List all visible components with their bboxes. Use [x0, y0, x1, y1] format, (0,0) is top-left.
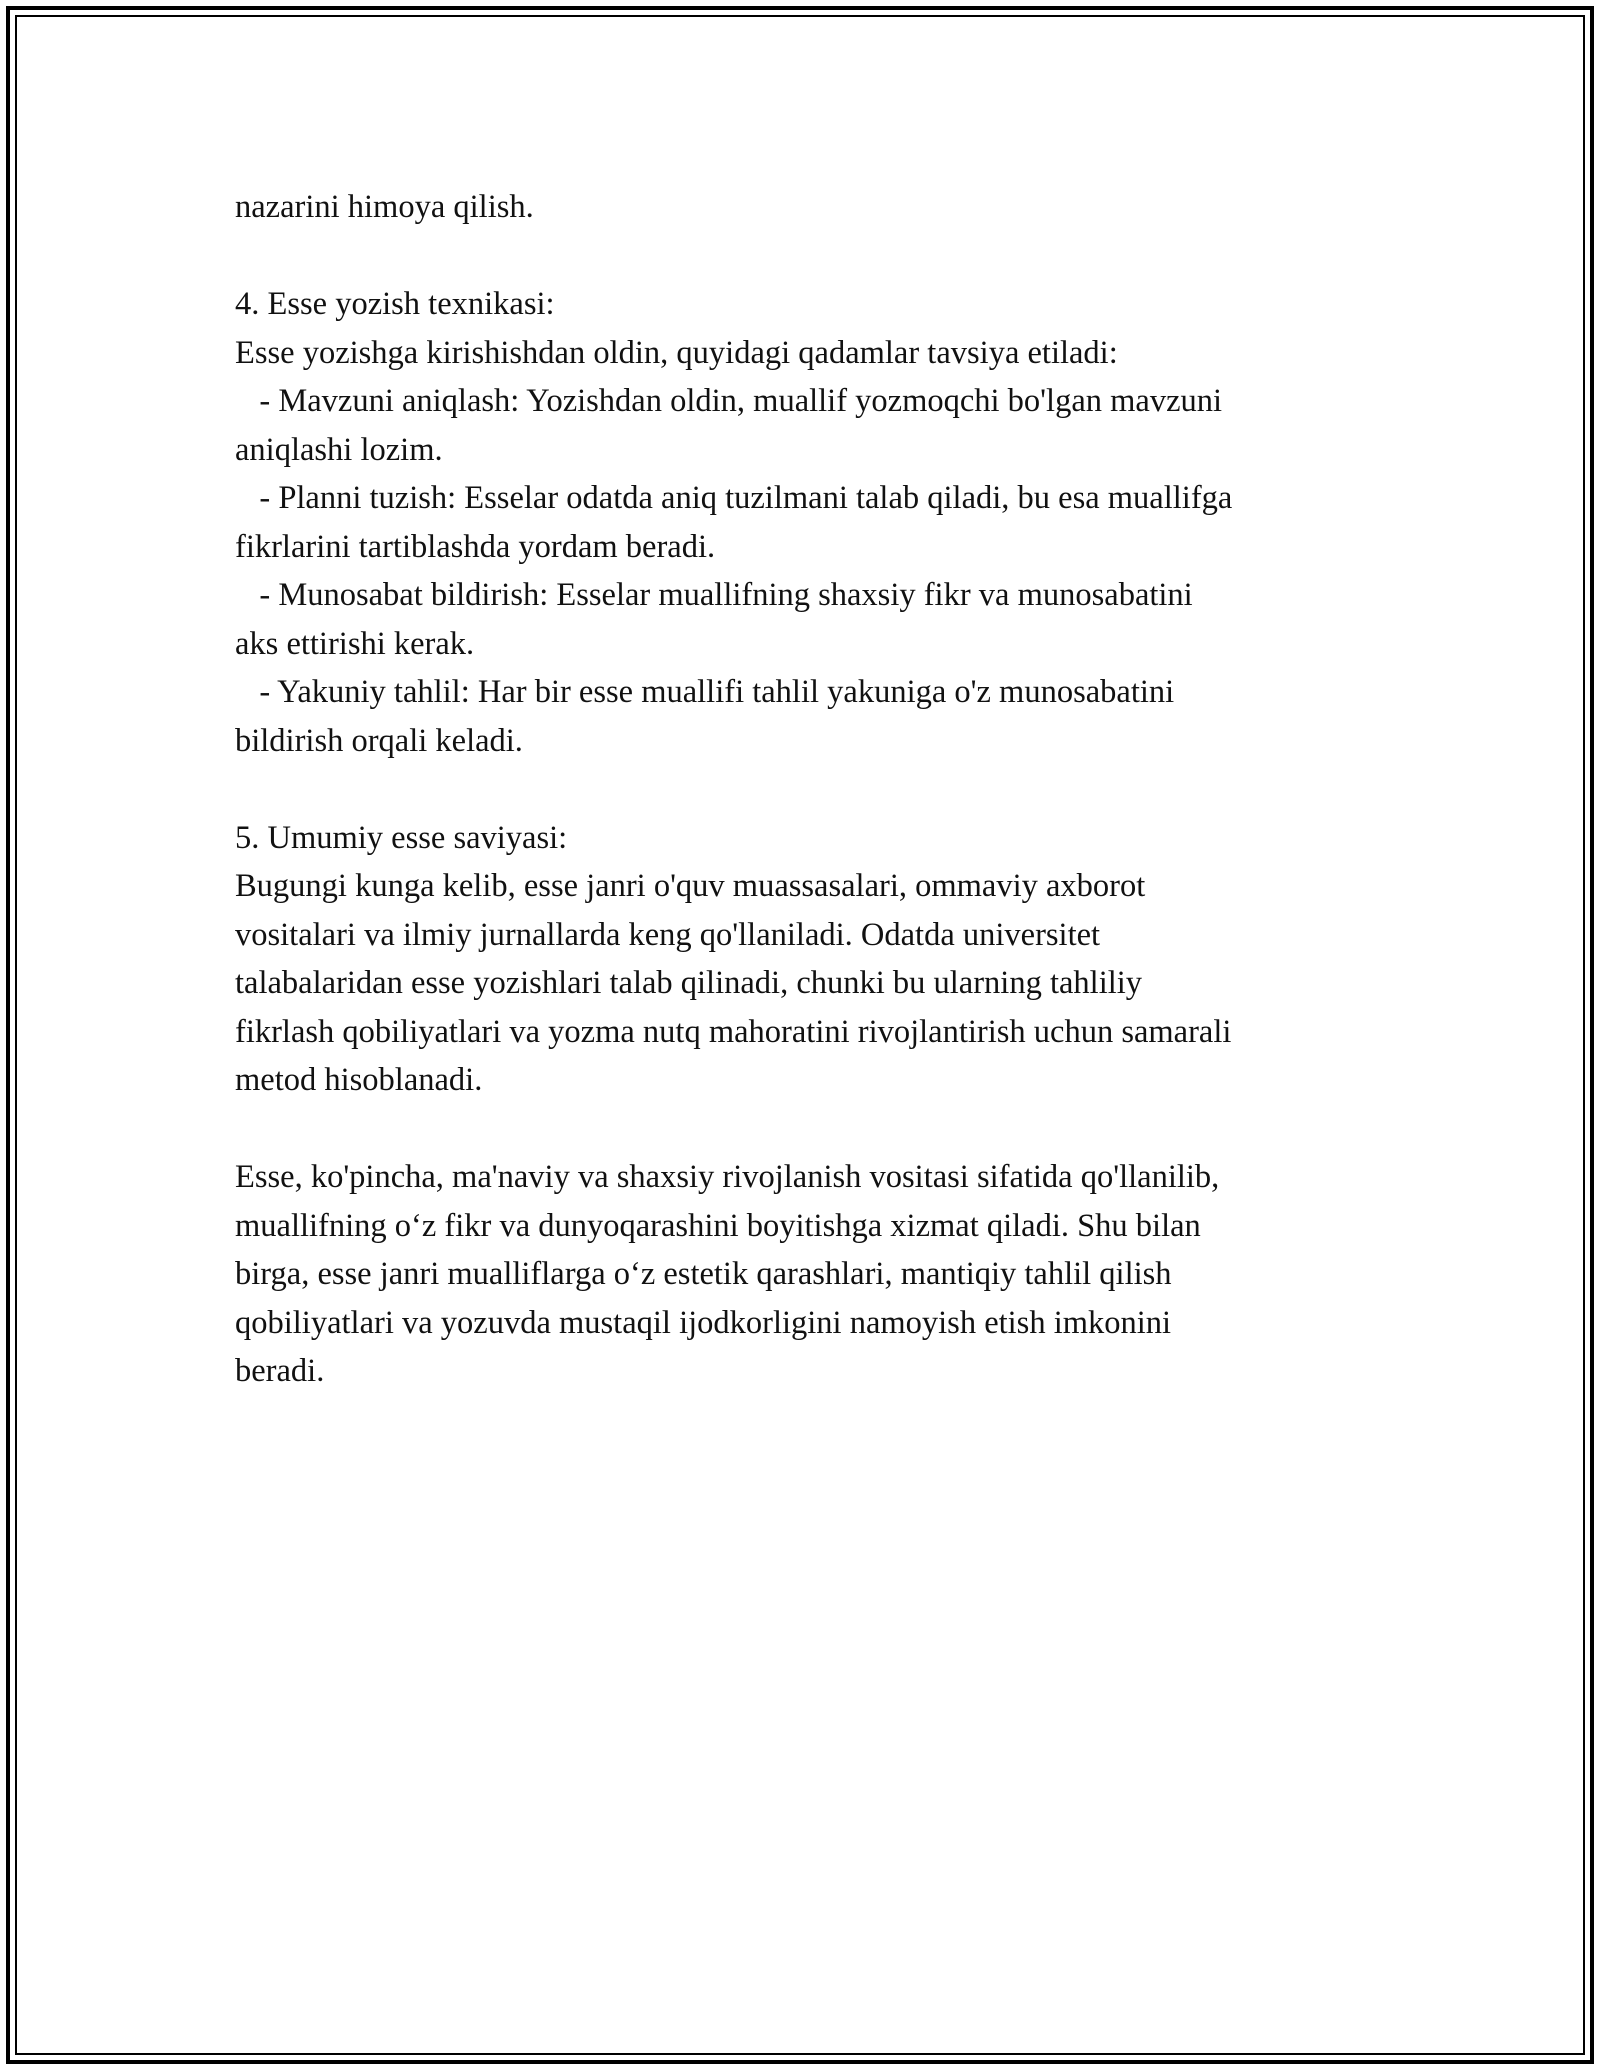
paragraph-line: Bugungi kunga kelib, esse janri o'quv muassasalari, ommaviy axborot: [235, 868, 1146, 904]
paragraph-line: qobiliyatlari va yozuvda mustaqil ijodkorligini namoyish etish imkonini: [235, 1304, 1172, 1341]
paragraph-line: muallifning o‘z fikr va dunyoqarashini boyitishga xizmat qiladi. Shu bilan: [235, 1207, 1201, 1244]
list-item-line: aniqlashi lozim.: [235, 431, 443, 468]
document-body: [235, 183, 1375, 1396]
section-5-heading: 5. Umumiy esse saviyasi:: [235, 819, 568, 856]
blank-line: [235, 1105, 1375, 1154]
paragraph-line: talabalaridan esse yozishlari talab qilinadi, chunki bu ularning tahliliy: [235, 965, 1143, 1001]
section-4-heading: 4. Esse yozish texnikasi:: [235, 286, 555, 322]
blank-line: [235, 765, 1375, 814]
list-item-line: bildirish orqali keladi.: [235, 722, 523, 759]
section-5: [235, 814, 1375, 1105]
list-item: [235, 571, 1375, 668]
paragraph-line: vositalari va ilmiy jurnallarda keng qo'llaniladi. Odatda universitet: [235, 916, 1101, 953]
section-4: [235, 280, 1375, 765]
list-item-line: - Planni tuzish: Esselar odatda aniq tuzilmani talab qiladi, bu esa muallifga: [235, 480, 1233, 516]
paragraph-line: metod hisoblanadi.: [235, 1062, 483, 1098]
paragraph-line: beradi.: [235, 1353, 325, 1389]
blank-line: [235, 232, 1375, 281]
list-item-line: fikrlarini tartiblashda yordam beradi.: [235, 528, 716, 565]
paragraph-line: fikrlash qobiliyatlari va yozma nutq mahoratini rivojlantirish uchun samarali: [235, 1013, 1232, 1050]
list-item: [235, 668, 1375, 765]
paragraph-line: Esse, ko'pincha, ma'naviy va shaxsiy rivojlanish vositasi sifatida qo'llanilib,: [235, 1159, 1220, 1195]
list-item-line: - Munosabat bildirish: Esselar muallifning shaxsiy fikr va munosabatini: [235, 577, 1193, 613]
list-item-line: - Yakuniy tahlil: Har bir esse muallifi tahlil yakuniga o'z munosabatini: [235, 674, 1175, 710]
closing-paragraph: [235, 1153, 1375, 1396]
list-item: [235, 377, 1375, 474]
list-item-line: aks ettirishi kerak.: [235, 625, 475, 662]
continuation-line: nazarini himoya qilish.: [235, 189, 534, 225]
list-item-line: - Mavzuni aniqlash: Yozishdan oldin, muallif yozmoqchi bo'lgan mavzuni: [235, 383, 1223, 419]
paragraph-line: birga, esse janri mualliflarga o‘z estetik qarashlari, mantiqiy tahlil qilish: [235, 1256, 1172, 1292]
list-item: [235, 474, 1375, 571]
section-4-intro: Esse yozishga kirishishdan oldin, quyidagi qadamlar tavsiya etiladi:: [235, 334, 1118, 371]
